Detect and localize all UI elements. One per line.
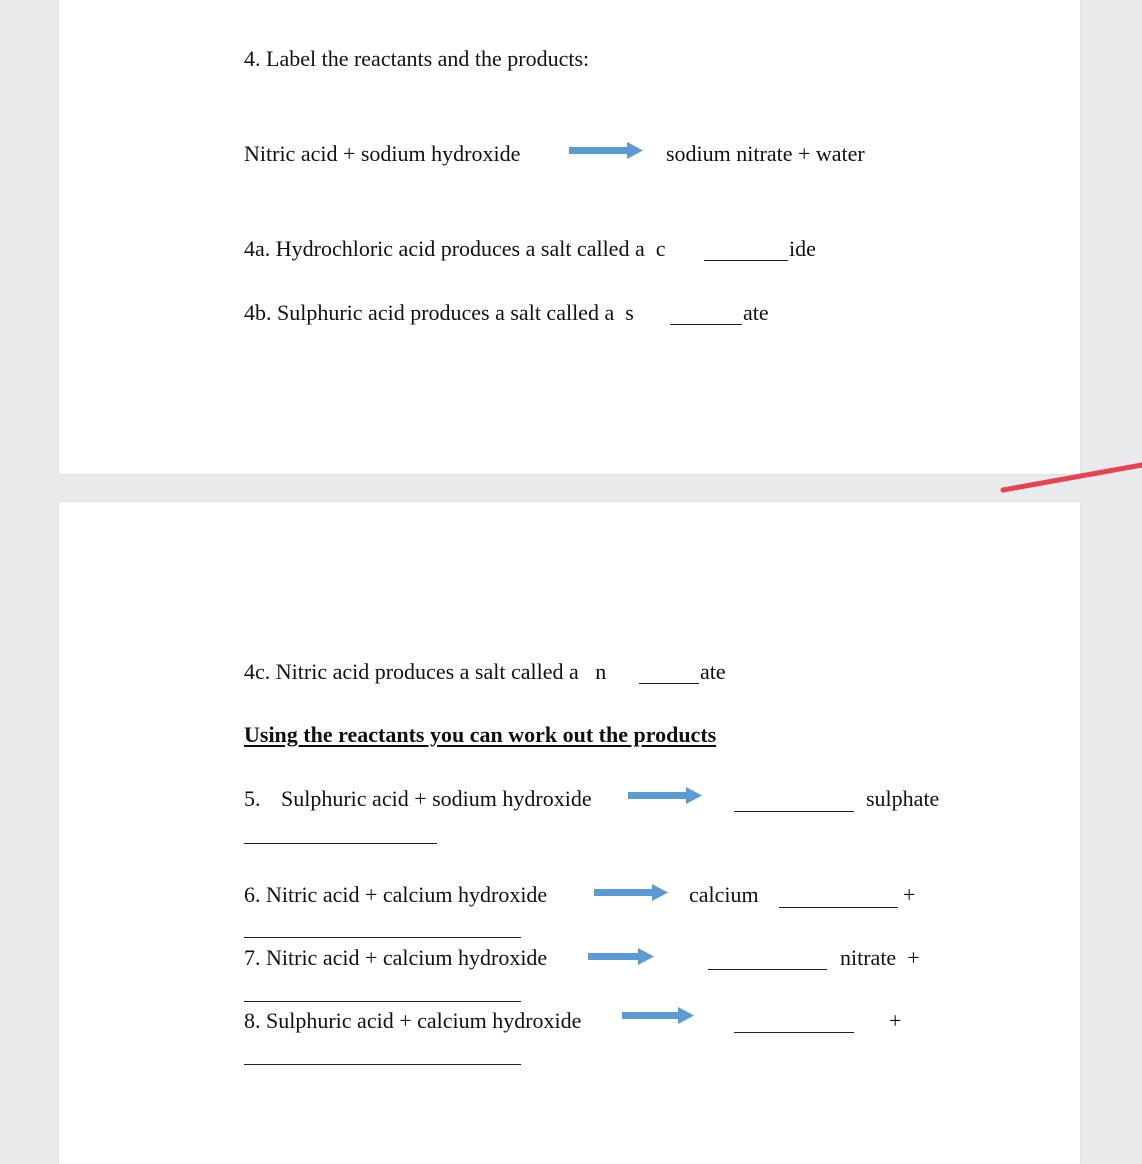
question-4c: 4c. Nitric acid produces a salt called a n: [244, 659, 607, 684]
question-4-heading: 4. Label the reactants and the products:: [244, 46, 590, 71]
q4-reactants: Nitric acid + sodium hydroxide: [244, 141, 521, 166]
answer-blank-5b[interactable]: [244, 843, 437, 844]
question-7-reactants: 7. Nitric acid + calcium hydroxide: [244, 945, 548, 970]
question-6-reactants: 6. Nitric acid + calcium hydroxide: [244, 882, 548, 907]
question-8-reactants: 8. Sulphuric acid + calcium hydroxide: [244, 1008, 582, 1033]
section-heading: Using the reactants you can work out the products: [244, 722, 717, 747]
answer-blank-6a[interactable]: [779, 907, 898, 908]
answer-blank-6b[interactable]: [244, 937, 521, 938]
document-page-2: [59, 502, 1080, 1164]
question-4b-suffix: ate: [743, 300, 769, 325]
right-arrow-icon: [569, 140, 643, 160]
right-arrow-icon: [594, 882, 668, 902]
answer-blank-4c[interactable]: [639, 683, 699, 684]
question-5-number: 5.: [244, 786, 261, 811]
right-arrow-icon: [628, 785, 702, 805]
question-4c-suffix: ate: [700, 659, 726, 684]
answer-blank-8b[interactable]: [244, 1064, 521, 1065]
document-page-1: [59, 0, 1080, 474]
question-6-plus: +: [903, 882, 916, 907]
answer-blank-5a[interactable]: [734, 811, 854, 812]
answer-blank-4a[interactable]: [704, 260, 788, 261]
question-5-reactants: Sulphuric acid + sodium hydroxide: [281, 786, 592, 811]
answer-blank-8a[interactable]: [734, 1032, 854, 1033]
question-7-product-word: nitrate +: [840, 945, 920, 970]
answer-blank-7a[interactable]: [708, 969, 827, 970]
question-4b: 4b. Sulphuric acid produces a salt called a s: [244, 300, 634, 325]
question-4a-suffix: ide: [789, 236, 816, 261]
answer-blank-4b[interactable]: [670, 324, 742, 325]
right-arrow-icon: [622, 1005, 694, 1025]
right-arrow-icon: [588, 946, 654, 966]
question-8-plus: +: [889, 1008, 902, 1033]
question-5-product-word: sulphate: [866, 786, 940, 811]
answer-blank-7b[interactable]: [244, 1001, 521, 1002]
question-4a: 4a. Hydrochloric acid produces a salt called a c: [244, 236, 666, 261]
q4-products: sodium nitrate + water: [666, 141, 865, 166]
question-6-product-word: calcium: [689, 882, 759, 907]
pen-mark-stroke: [995, 455, 1142, 495]
